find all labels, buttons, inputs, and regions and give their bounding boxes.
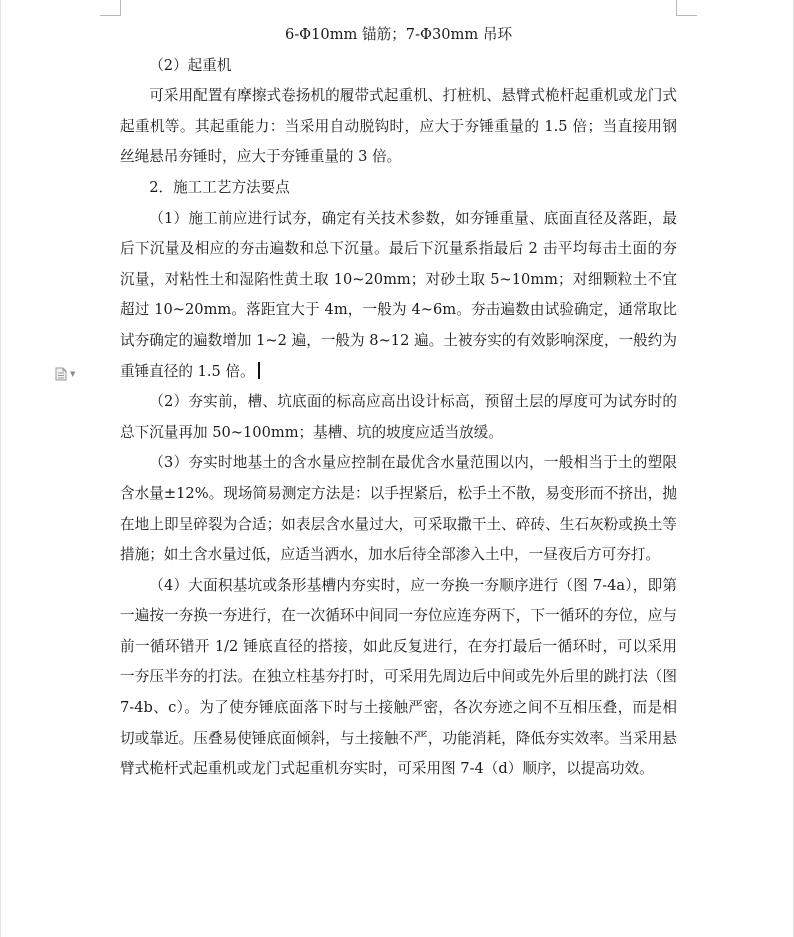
page-left-edge xyxy=(0,0,1,937)
paragraph-item-1 xyxy=(120,204,677,388)
crop-mark-top-right-vertical xyxy=(676,0,677,15)
paragraph-item-4: （4）大面积基坑或条形基槽内夯实时，应一夯换一夯顺序进行（图 7-4a），即第一遍按一夯换一夯进行，在一次循环中间同一夯位应连夯两下，下一循环的夯位，应与前一循环错开 1/2 锤底直径的搭接，如此反复进行，在夯打最后一循环时，可以采用一夯压半夯的打法。在独立柱基夯打时，可采用先周边后中间或先外后里的跳打法（图 7-4b、c）。为了使夯锤底面落下时与土接触严密，各次夯迹之间不互相压叠，而是相切或靠近。压叠易使锤底面倾斜，与土接触不严，功能消耗，降低夯实效率。当采用悬臂式桅杆式起重机或龙门式起重机夯实时，可采用图 7-4（d）顺序，以提高功效。 xyxy=(120,576,677,778)
paragraph-item-2: （2）夯实前，槽、坑底面的标高应高出设计标高，预留土层的厚度可为试夯时的总下沉量再加 50~100mm；基槽、坑的坡度应适当放缓。 xyxy=(120,393,677,441)
paragraph-options-icon[interactable] xyxy=(55,367,75,381)
paragraph-crane: 可采用配置有摩擦式卷扬机的履带式起重机、打桩机、悬臂式桅杆起重机或龙门式起重机等。其起重能力：当采用自动脱钩时，应大于夯锤重量的 1.5 倍；当直接用钢丝绳悬吊夯锤时，应大于夯锤重量的 3 倍。 xyxy=(120,87,677,166)
figure-caption-line: 6-Φ10mm 锚筋；7-Φ30mm 吊环 xyxy=(284,26,513,43)
crop-mark-top-left-vertical xyxy=(120,0,121,15)
chevron-down-icon: ▼ xyxy=(70,369,76,378)
text-cursor xyxy=(258,362,260,379)
document-body[interactable] xyxy=(120,20,677,785)
crop-mark-top-right-horizontal xyxy=(676,15,697,16)
paragraph-item-1-text: （1）施工前应进行试夯，确定有关技术参数，如夯锤重量、底面直径及落距，最后下沉量及相应的夯击遍数和总下沉量。最后下沉量系指最后 2 击平均每击土面的夯沉量，对粘性土和湿陷性黄土取 10~20mm；对砂土取 5~10mm；对细颗粒土不宜超过 10~20mm。落距宜大于 4m，一般为 4~6m。夯击遍数由试验确定，通常取比试夯确定的遍数增加 1~2 遍，一般为 8~12 遍。土被夯实的有效影响深度，一般约为重锤直径的 1.5 倍。 xyxy=(120,209,677,380)
section-heading: 2．施工工艺方法要点 xyxy=(149,178,290,196)
crop-mark-top-left-horizontal xyxy=(100,15,121,16)
paragraph-item-3: （3）夯实时地基土的含水量应控制在最优含水量范围以内，一般相当于土的塑限含水量±12%。现场简易测定方法是：以手捏紧后，松手土不散，易变形而不挤出，抛在地上即呈碎裂为合适；如表层含水量过大，可采取撒干土、碎砖、生石灰粉或换土等措施；如土含水量过低，应适当洒水，加水后待全部渗入土中，一昼夜后方可夯打。 xyxy=(120,454,677,564)
subheading-crane: （2）起重机 xyxy=(149,56,232,74)
document-icon xyxy=(55,367,67,381)
